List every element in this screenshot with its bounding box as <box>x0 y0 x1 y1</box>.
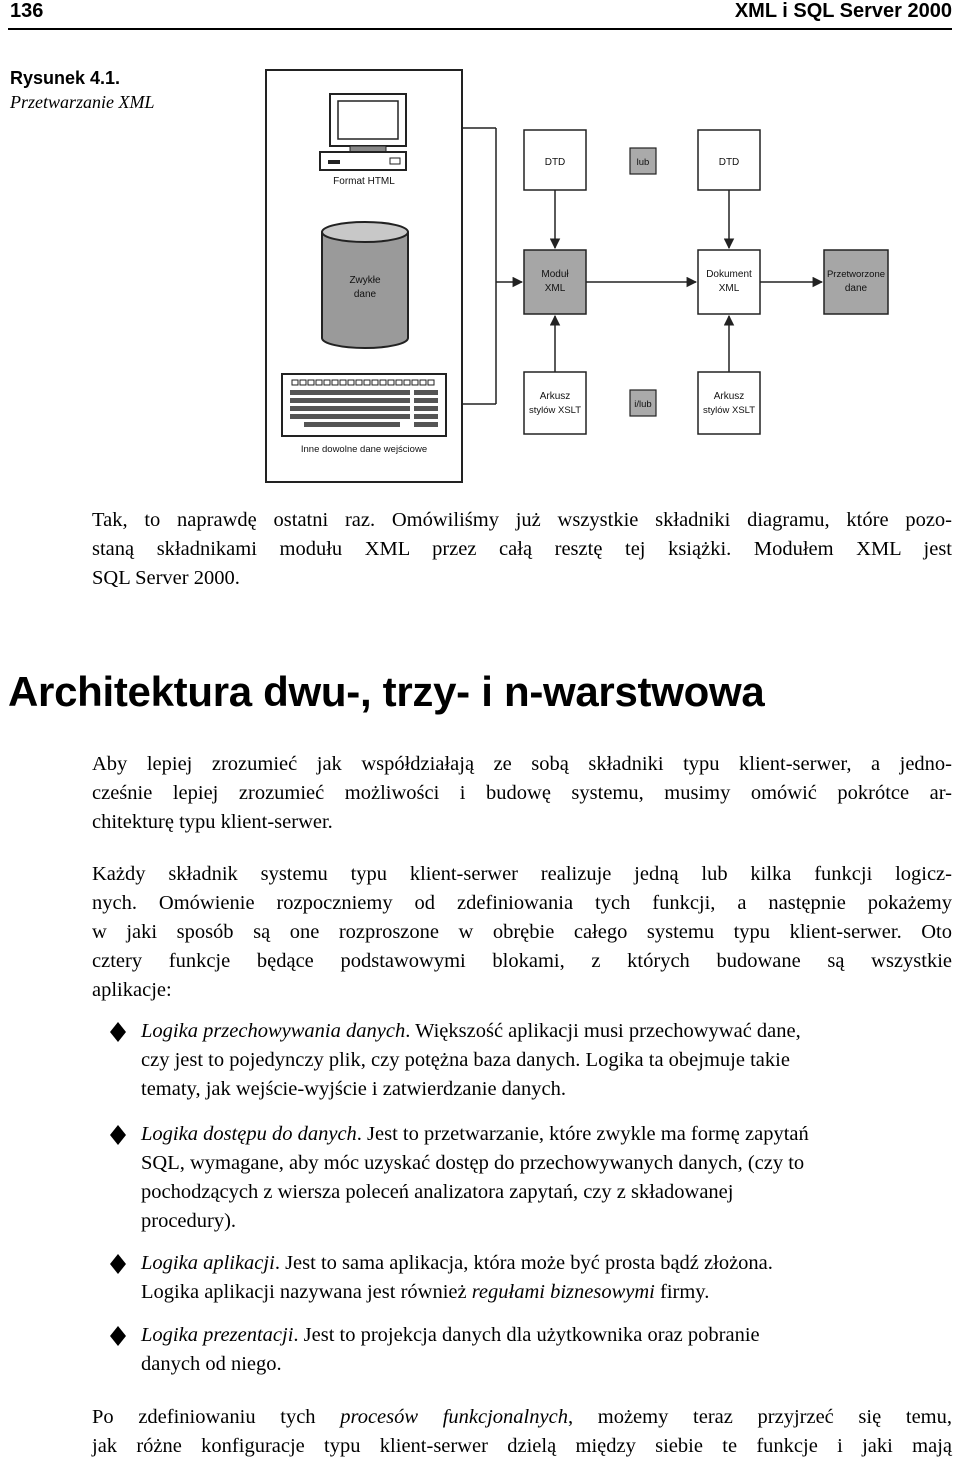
bullet-term: Logika przechowywania danych <box>141 1020 406 1042</box>
text-line: cześnie lepiej zrozumieć możliwości i budowę systemu, musimy omówić pokrótce ar- <box>92 782 952 804</box>
processed-data-box <box>824 250 888 314</box>
xml-module-label-1: Moduł <box>541 269 569 280</box>
xslt-right-label-2: stylów XSLT <box>702 405 756 416</box>
xslt-left-label-1: Arkusz <box>539 391 571 402</box>
emphasis: procesów funkcjonalnych <box>340 1406 568 1428</box>
monitor-label: Format HTML <box>333 176 395 187</box>
text-line: cztery funkcje będące podstawowymi blokami, z których budowane są wszystkie <box>92 950 952 972</box>
monitor-icon <box>320 94 406 170</box>
text-line: Każdy składnik systemu typu klient-serwer realizuje jedną lub kilka funkcji logicz- <box>92 863 952 885</box>
paragraph-1 <box>92 750 952 837</box>
running-header <box>8 0 952 30</box>
or-bottom-label: i/lub <box>634 399 652 410</box>
text-line: jak różne konfiguracje typu klient-serwer dzielą między siebie te funkcje i jaki mają <box>92 1435 952 1457</box>
text-line: danych od niego. <box>141 1353 282 1375</box>
text-line: tematy, jak wejście-wyjście i zatwierdzanie danych. <box>141 1078 566 1100</box>
xml-document-box <box>698 250 760 314</box>
xslt-left-label-2: stylów XSLT <box>528 405 582 416</box>
text-line: chitekturę typu klient-serwer. <box>92 811 333 833</box>
text-line: Aby lepiej zrozumieć jak współdziałają ze sobą składniki typu klient-serwer, a jedno- <box>92 753 952 775</box>
database-label-1: Zwykłe <box>349 275 381 286</box>
emphasis: regułami biznesowymi <box>471 1281 655 1303</box>
xml-processing-diagram <box>264 68 924 484</box>
text-line: SQL Server 2000. <box>92 567 240 589</box>
xml-document-label-2: XML <box>718 283 740 294</box>
database-label-2: dane <box>353 289 377 300</box>
text-line: aplikacje: <box>92 979 172 1001</box>
bullet-term: Logika dostępu do danych <box>141 1123 357 1145</box>
section-heading: Architektura dwu-, trzy- i n-warstwowa <box>8 668 765 715</box>
text-line: procedury). <box>141 1210 237 1232</box>
dtd-left-label: DTD <box>544 157 566 168</box>
dtd-right-label: DTD <box>718 157 740 168</box>
keyboard-label: Inne dowolne dane wejściowe <box>300 444 428 455</box>
xslt-right-box <box>698 372 760 434</box>
processed-data-label-2: dane <box>844 283 868 294</box>
final-paragraph: Po zdefiniowaniu tych procesów funkcjonalnych, możemy teraz przyjrzeć się temu, jak różne konfiguracje typu klient-serwer dzielą między siebie te funkcje i jaki mają <box>92 1403 952 1461</box>
diamond-bullet-icon <box>108 1124 128 1146</box>
bullet-item-application: Logika aplikacji. Jest to sama aplikacja, która może być prosta bądź złożona. Logika aplikacji nazywana jest również regułami biznesowymi firmy. <box>141 1252 773 1303</box>
or-top-label: lub <box>636 157 650 168</box>
xslt-right-label-1: Arkusz <box>713 391 745 402</box>
xml-module-label-2: XML <box>544 283 566 294</box>
bullet-item-storage: Logika przechowywania danych. Większość aplikacji musi przechowywać dane, czy jest to pojedynczy plik, czy potężna baza danych. Logika ta obejmuje takie tematy, jak wejście-wyjście i zatwierdzanie danych. <box>141 1017 931 1104</box>
xslt-left-box <box>524 372 586 434</box>
figure-label: Rysunek 4.1. <box>10 68 121 88</box>
bullet-term: Logika prezentacji <box>141 1324 294 1346</box>
processed-data-label-1: Przetworzone <box>826 269 886 280</box>
diamond-bullet-icon <box>108 1253 128 1275</box>
text-line: czy jest to pojedynczy plik, czy potężna baza danych. Logika ta obejmuje takie <box>141 1049 790 1071</box>
text-line: SQL, wymagane, aby móc uzyskać dostęp do przechowywanych danych, (czy to <box>141 1152 805 1174</box>
page-number: 136 <box>10 0 44 22</box>
figure-caption: Przetwarzanie XML <box>10 92 155 112</box>
text-line: Tak, to naprawdę ostatni raz. Omówiliśmy już wszystkie składniki diagramu, które pozo- <box>92 509 952 531</box>
text-line: staną składnikami modułu XML przez całą resztę tej książki. Modułem XML jest <box>92 538 952 560</box>
book-title: XML i SQL Server 2000 <box>734 0 952 22</box>
diamond-bullet-icon <box>108 1021 128 1043</box>
text-line: w jaki sposób są one rozproszone w obrębie całego systemu typu klient-serwer. Oto <box>92 921 952 943</box>
bullet-term: Logika aplikacji <box>141 1252 275 1274</box>
diamond-bullet-icon <box>108 1325 128 1347</box>
bullet-item-presentation: Logika prezentacji. Jest to projekcja danych dla użytkownika oraz pobranie danych od niego. <box>141 1321 931 1379</box>
bullet-item-data-access: Logika dostępu do danych. Jest to przetwarzanie, które zwykle ma formę zapytań SQL, wymagane, aby móc uzyskać dostęp do przechowywanych danych, (czy to pochodzących z wiersza poleceń analizatora zapytań, czy z składowanej procedury). <box>141 1120 931 1236</box>
keyboard-icon <box>282 374 446 436</box>
text-line: nych. Omówienie rozpoczniemy od zdefiniowania tych funkcji, a następnie pokażemy <box>92 892 952 914</box>
text-line: pochodzących z wiersza poleceń analizatora zapytań, czy z składowanej <box>141 1181 734 1203</box>
xml-document-label-1: Dokument <box>706 269 752 280</box>
xml-module-box <box>524 250 586 314</box>
paragraph-2 <box>92 860 952 1005</box>
intro-paragraph <box>92 506 952 593</box>
